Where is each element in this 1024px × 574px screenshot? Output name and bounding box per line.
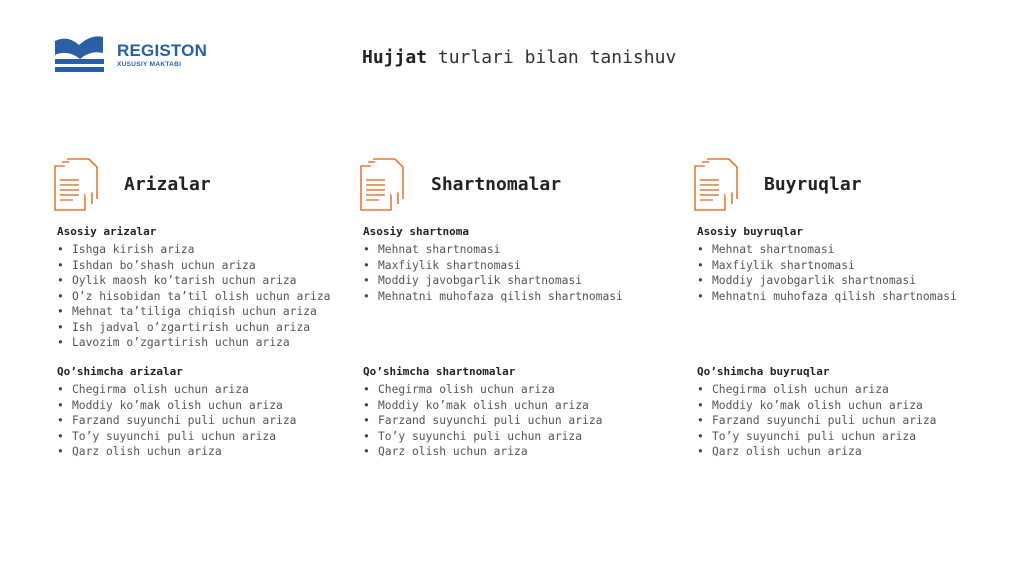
list-item: • Moddiy ko’mak olish uchun ariza	[363, 398, 589, 412]
section-qoshimcha	[697, 364, 1024, 460]
list-item: • Mehnat shartnomasi	[363, 243, 501, 256]
section-asosiy	[363, 224, 703, 304]
bullet: •	[57, 305, 64, 318]
list-item: • Moddiy javobgarlik shartnomasi	[697, 274, 917, 287]
section-asosiy	[57, 224, 397, 351]
item-list	[697, 382, 1024, 460]
bullet: •	[363, 289, 370, 303]
list-item: • O’z hisobidan ta’til olish uchun ariza	[57, 289, 331, 303]
bullet: •	[57, 243, 64, 256]
list-item: • Farzand suyunchi puli uchun ariza	[57, 414, 297, 427]
bullet: •	[363, 414, 370, 427]
list-item: • Mehnatni muhofaza qilish shartnomasi	[363, 289, 623, 303]
logo-title: REGISTON	[117, 41, 208, 60]
bullet: •	[697, 445, 704, 458]
item-list	[363, 242, 703, 304]
bullet: •	[697, 414, 704, 427]
bullet: •	[363, 258, 370, 272]
list-item: • Qarz olish uchun ariza	[363, 445, 528, 458]
bullet: •	[57, 429, 64, 443]
bullet: •	[57, 336, 64, 349]
bullet: •	[363, 445, 370, 458]
page-title-rest: turlari bilan tanishuv	[427, 47, 677, 68]
list-item: • To’y suyunchi puli uchun ariza	[57, 429, 277, 443]
bullet: •	[363, 383, 370, 396]
column-heading: Arizalar	[124, 174, 211, 195]
item-list	[363, 382, 703, 460]
document-stack-icon	[359, 158, 405, 212]
page-title-bold: Hujjat	[362, 47, 428, 68]
bullet: •	[57, 274, 64, 287]
list-item: • Mehnat ta’tiliga chiqish uchun ariza	[57, 305, 317, 318]
bullet: •	[363, 398, 370, 412]
section-qoshimcha	[363, 364, 703, 460]
column-heading: Shartnomalar	[431, 174, 562, 195]
logo-subtitle: XUSUSIY MAKTABI	[117, 61, 182, 68]
bullet: •	[697, 398, 704, 412]
bullet: •	[697, 289, 704, 303]
bullet: •	[363, 274, 370, 287]
section-title: Qo’shimcha arizalar	[57, 365, 183, 378]
bullet: •	[697, 258, 704, 272]
bullet: •	[57, 445, 64, 458]
bullet: •	[697, 274, 704, 287]
bullet: •	[363, 429, 370, 443]
item-list	[57, 382, 397, 460]
bullet: •	[697, 429, 704, 443]
list-item: • Ishdan bo’shash uchun ariza	[57, 258, 256, 272]
bullet: •	[57, 289, 64, 303]
column-heading: Buyruqlar	[764, 174, 862, 195]
list-item: • Lavozim o’zgartirish uchun ariza	[57, 336, 290, 349]
list-item: • Moddiy javobgarlik shartnomasi	[363, 274, 583, 287]
list-item: • Moddiy ko’mak olish uchun ariza	[697, 398, 923, 412]
bullet: •	[57, 398, 64, 412]
list-item: • Moddiy ko’mak olish uchun ariza	[57, 398, 283, 412]
bullet: •	[57, 383, 64, 396]
bullet: •	[697, 383, 704, 396]
list-item: • Mehnatni muhofaza qilish shartnomasi	[697, 289, 957, 303]
section-asosiy	[697, 224, 1024, 304]
list-item: • To’y suyunchi puli uchun ariza	[363, 429, 583, 443]
book-wave-logo-icon	[53, 33, 107, 75]
bullet: •	[57, 258, 64, 272]
bullet: •	[697, 243, 704, 256]
list-item: • Maxfiylik shartnomasi	[697, 258, 855, 272]
list-item: • To’y suyunchi puli uchun ariza	[697, 429, 917, 443]
document-stack-icon	[53, 158, 99, 212]
section-title: Qo’shimcha shartnomalar	[363, 365, 516, 378]
list-item: • Qarz olish uchun ariza	[57, 445, 222, 458]
list-item: • Ishga kirish ariza	[57, 243, 195, 256]
list-item: • Mehnat shartnomasi	[697, 243, 835, 256]
list-item: • Farzand suyunchi puli uchun ariza	[363, 414, 603, 427]
bullet: •	[363, 243, 370, 256]
list-item: • Chegirma olish uchun ariza	[363, 383, 555, 396]
document-stack-icon	[693, 158, 739, 212]
item-list	[57, 242, 397, 351]
section-qoshimcha	[57, 364, 397, 460]
list-item: • Ish jadval o’zgartirish uchun ariza	[57, 320, 311, 334]
bullet: •	[57, 414, 64, 427]
page-title	[362, 47, 676, 68]
section-title: Asosiy buyruqlar	[697, 225, 803, 238]
section-title: Asosiy arizalar	[57, 225, 157, 238]
list-item: • Maxfiylik shartnomasi	[363, 258, 521, 272]
section-title: Asosiy shartnoma	[363, 225, 469, 238]
item-list	[697, 242, 1024, 304]
bullet: •	[57, 320, 64, 334]
registon-logo	[53, 33, 223, 75]
list-item: • Qarz olish uchun ariza	[697, 445, 862, 458]
list-item: • Oylik maosh ko’tarish uchun ariza	[57, 274, 297, 287]
list-item: • Farzand suyunchi puli uchun ariza	[697, 414, 937, 427]
list-item: • Chegirma olish uchun ariza	[697, 383, 889, 396]
list-item: • Chegirma olish uchun ariza	[57, 383, 249, 396]
section-title: Qo’shimcha buyruqlar	[697, 365, 830, 378]
